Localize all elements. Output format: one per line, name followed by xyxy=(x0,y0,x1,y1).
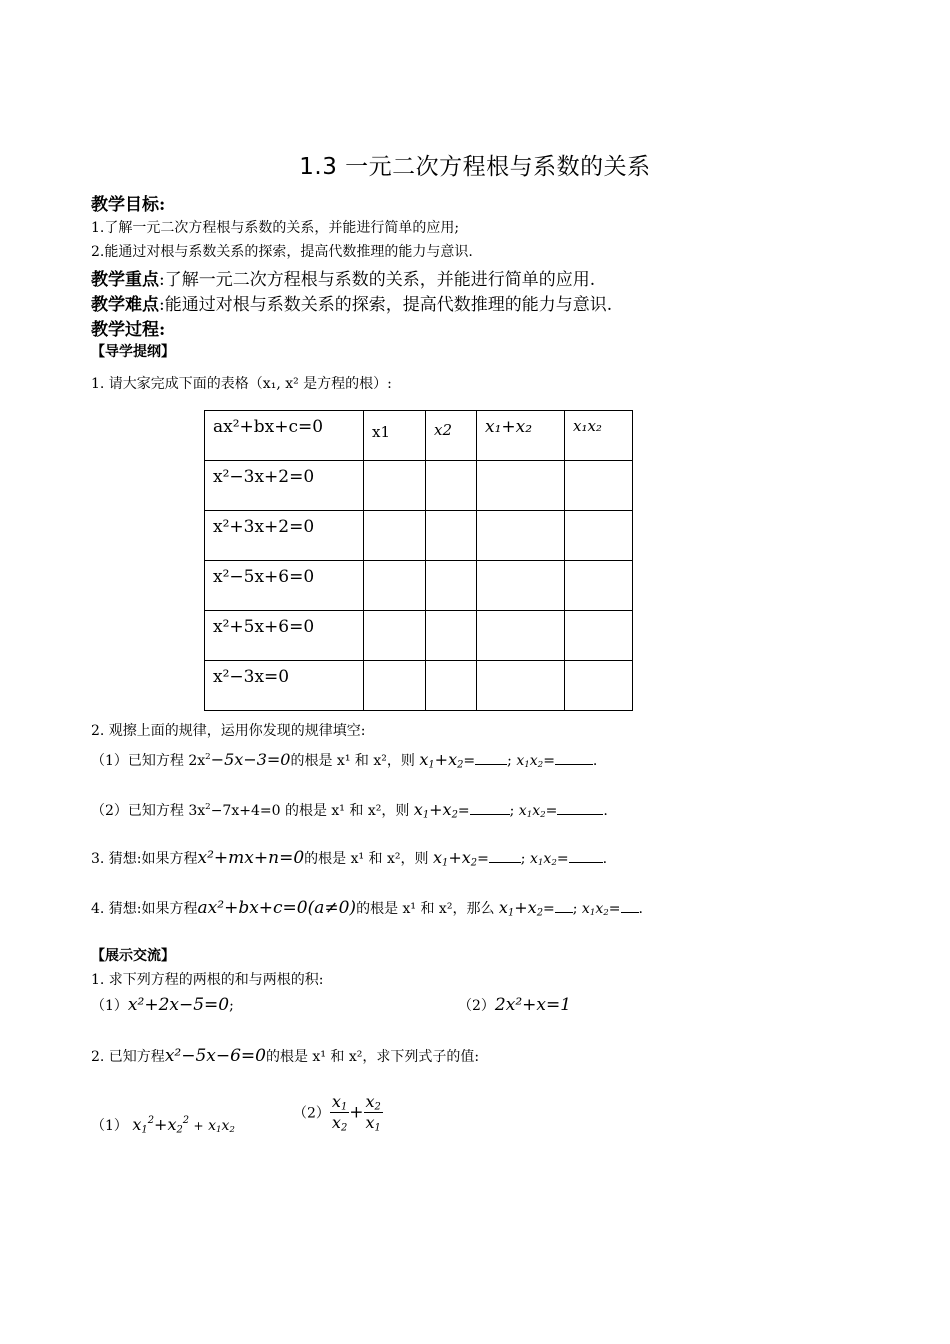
table-input-cell[interactable] xyxy=(364,511,426,561)
table-input-cell[interactable] xyxy=(565,661,633,711)
answer-blank[interactable] xyxy=(475,750,507,765)
answer-blank[interactable] xyxy=(557,800,603,815)
table-input-cell[interactable] xyxy=(477,661,565,711)
table-equation-cell: x²+5x+6=0 xyxy=(205,611,364,661)
objectives-heading: 教学目标: xyxy=(91,195,166,215)
section2-question-1-2: （2）2x²+x=1 xyxy=(458,995,572,1015)
table-header-cell: x1 xyxy=(364,411,426,461)
table-header-cell: x₁x₂ xyxy=(565,411,633,461)
key-point-text: :了解一元二次方程根与系数的关系，并能进行简单的应用. xyxy=(159,270,596,290)
fraction-x1-over-x2: $\frac{x_1}{x_2}$ xyxy=(331,1092,348,1134)
table-input-cell[interactable] xyxy=(565,561,633,611)
table-row xyxy=(205,511,633,561)
section2-heading: 【展示交流】 xyxy=(91,948,175,964)
answer-blank[interactable] xyxy=(621,898,639,913)
answer-blank[interactable] xyxy=(555,898,573,913)
answer-blank[interactable] xyxy=(569,848,603,863)
objective-item-1: 1.了解一元二次方程根与系数的关系，并能进行简单的应用; xyxy=(91,220,460,236)
question-3: 3. 猜想:如果方程x²+mx+n=0的根是 x¹ 和 x²，则 $x_1+x_2=$ ; $x_1x_2=$ . xyxy=(91,848,608,869)
table-equation-cell: x²+3x+2=0 xyxy=(205,511,364,561)
page-title: 1.3 一元二次方程根与系数的关系 xyxy=(299,154,651,180)
table-input-cell[interactable] xyxy=(565,461,633,511)
answer-blank[interactable] xyxy=(489,848,521,863)
fraction-x2-over-x1: $\frac{x_2}{x_1}$ xyxy=(365,1092,381,1134)
table-input-cell[interactable] xyxy=(364,561,426,611)
table-row xyxy=(205,611,633,661)
table-input-cell[interactable] xyxy=(477,511,565,561)
table-equation-cell: x²−5x+6=0 xyxy=(205,561,364,611)
table-input-cell[interactable] xyxy=(426,561,477,611)
table-row xyxy=(205,461,633,511)
answer-blank[interactable] xyxy=(555,750,593,765)
table-header-cell: x₁+x₂ xyxy=(477,411,565,461)
question-4: 4. 猜想:如果方程ax²+bx+c=0(a≠0)的根是 x¹ 和 x²，那么 $x_1+x_2=$ ; $x_1x_2=$ . xyxy=(91,898,643,919)
roots-table xyxy=(204,410,633,711)
table-input-cell[interactable] xyxy=(426,461,477,511)
table-row xyxy=(205,561,633,611)
table-header-cell: ax²+bx+c=0 xyxy=(205,411,364,461)
section2-question-1-1: （1）x²+2x−5=0; xyxy=(91,995,234,1015)
difficulty-text: :能通过对根与系数关系的探索，提高代数推理的能力与意识. xyxy=(159,295,613,315)
table-input-cell[interactable] xyxy=(364,611,426,661)
process-heading: 教学过程: xyxy=(91,320,166,340)
key-point-label: 教学重点 xyxy=(91,270,159,290)
question-2-1: （1）已知方程 $2x^2-5x-3=0$的根是 x¹ 和 x²，则 $x_1+x_2=$ ; $x_1x_2=$ . xyxy=(91,750,598,771)
table-input-cell[interactable] xyxy=(426,511,477,561)
section2-question-2-2: （2） $\frac{x_1}{x_2}$ + $\frac{x_2}{x_1}$ xyxy=(293,1092,381,1134)
table-input-cell[interactable] xyxy=(477,561,565,611)
difficulty-label: 教学难点 xyxy=(91,295,159,315)
table-input-cell[interactable] xyxy=(364,461,426,511)
objective-item-2: 2.能通过对根与系数关系的探索，提高代数推理的能力与意识. xyxy=(91,244,473,260)
table-input-cell[interactable] xyxy=(364,661,426,711)
table-input-cell[interactable] xyxy=(426,611,477,661)
section2-question-2-1: （1） $x_1^2+x_2^2 + x_1x_2$ xyxy=(91,1115,235,1136)
table-input-cell[interactable] xyxy=(426,661,477,711)
difficulty-point xyxy=(91,290,612,315)
key-point xyxy=(91,265,595,290)
table-input-cell[interactable] xyxy=(477,461,565,511)
table-header-cell: x2 xyxy=(426,411,477,461)
table-input-cell[interactable] xyxy=(565,511,633,561)
table-input-cell[interactable] xyxy=(477,611,565,661)
table-header-row xyxy=(205,411,633,461)
section1-question-2: 2. 观擦上面的规律，运用你发现的规律填空: xyxy=(91,723,366,739)
table-row xyxy=(205,661,633,711)
section2-question-1: 1. 求下列方程的两根的和与两根的积: xyxy=(91,972,324,988)
answer-blank[interactable] xyxy=(470,800,510,815)
section2-question-2: 2. 已知方程x²−5x−6=0的根是 x¹ 和 x²，求下列式子的值: xyxy=(91,1046,480,1066)
section1-question-1: 1. 请大家完成下面的表格（x₁, x² 是方程的根）: xyxy=(91,376,392,392)
table-equation-cell: x²−3x+2=0 xyxy=(205,461,364,511)
table-input-cell[interactable] xyxy=(565,611,633,661)
table-equation-cell: x²−3x=0 xyxy=(205,661,364,711)
question-2-2: （2）已知方程 $3x^2-7x+4=0$ 的根是 x¹ 和 x²，则 $x_1+x_2=$ ; $x_1x_2=$ . xyxy=(91,800,608,821)
section1-heading: 【导学提纲】 xyxy=(91,344,175,360)
